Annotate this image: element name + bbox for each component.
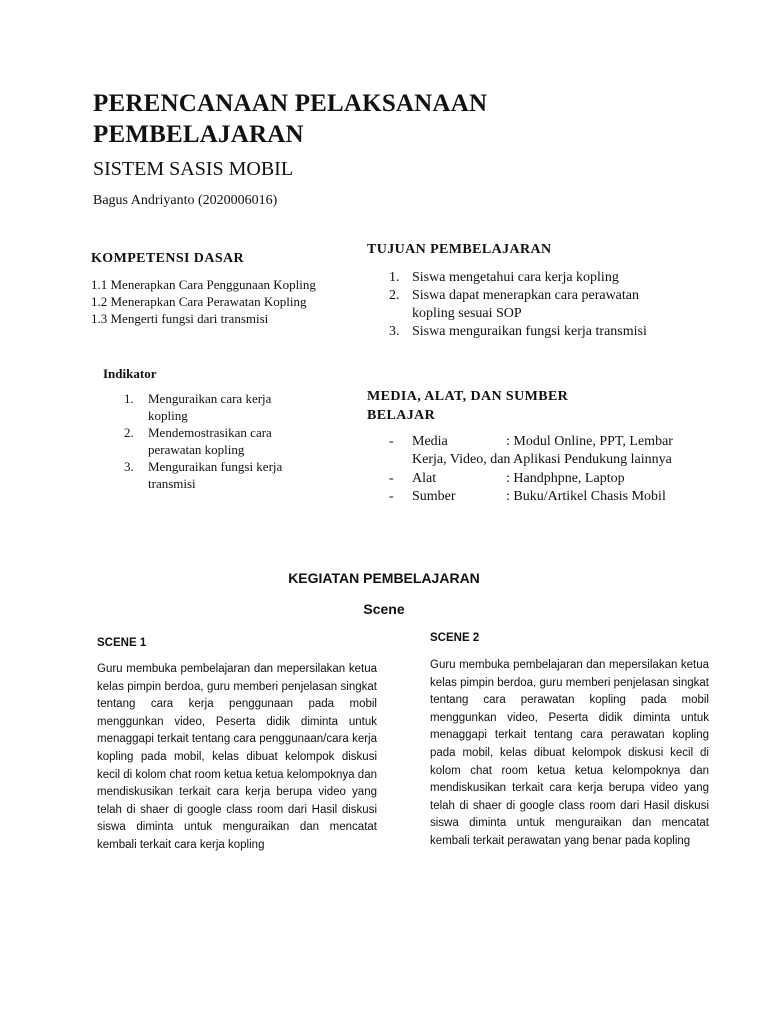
media-list [389, 433, 679, 506]
kompetensi-item: 1.1 Menerapkan Cara Penggunaan Kopling [91, 277, 316, 292]
kompetensi-dasar-list [91, 276, 316, 327]
tujuan-text: Siswa dapat menerapkan cara perawatan kopling sesuai SOP [412, 288, 639, 321]
tujuan-text: Siswa menguraikan fungsi kerja transmisi [412, 324, 647, 339]
scene-1-title: SCENE 1 [97, 637, 147, 649]
media-heading: MEDIA, ALAT, DAN SUMBER BELAJAR [367, 389, 569, 423]
media-value: : Modul Online, PPT, Lembar Kerja, Video, dan Aplikasi Pendukung lainnya [412, 434, 673, 468]
author-line: Bagus Andriyanto (2020006016) [93, 193, 278, 208]
media-item [389, 488, 679, 506]
indikator-item [124, 458, 314, 492]
media-item [389, 470, 679, 488]
tujuan-text: Siswa mengetahui cara kerja kopling [412, 270, 619, 285]
scene-1-text: Guru membuka pembelajaran dan mepersilakan ketua kelas pimpin berdoa, guru memberi penjelasan singkat tentang cara kerja penggunaan pada mobil menggunkan video, Peserta didik diminta untuk menaggapi terkait tentang cara penggunaan/cara kerja kopling pada mobil, kelas dibuat kelompok diskusi kecil di kolom chat room ketua ketua kelompoknya dan mendiskusikan terkait cara kerja berupa video yang telah di shaer di google class room dari Hasil diskusi siswa diminta untuk menguraikan dan mencatat kembali terkait cara kerja kopling [97, 663, 377, 851]
dash-bullet: - [389, 488, 394, 504]
list-number: 3. [389, 324, 400, 339]
tujuan-item [389, 287, 669, 323]
indikator-list [124, 390, 314, 492]
tujuan-heading: TUJUAN PEMBELAJARAN [367, 242, 552, 257]
indikator-item [124, 424, 314, 458]
list-number: 1. [124, 391, 134, 406]
dash-bullet: - [389, 470, 394, 486]
tujuan-item [389, 269, 669, 287]
indikator-item [124, 390, 314, 424]
dash-bullet: - [389, 434, 394, 449]
list-number: 3. [124, 459, 134, 474]
media-label: Alat [412, 470, 437, 486]
kegiatan-heading: KEGIATAN PEMBELAJARAN [288, 570, 480, 586]
media-label: Sumber [412, 488, 456, 504]
document-title: PERENCANAAN PELAKSANAAN PEMBELAJARAN [93, 90, 488, 148]
scene-2-title: SCENE 2 [430, 632, 480, 644]
tujuan-item [389, 323, 669, 341]
document-subtitle: SISTEM SASIS MOBIL [93, 158, 294, 180]
list-number: 2. [389, 288, 400, 303]
media-value: : Buku/Artikel Chasis Mobil [506, 488, 666, 504]
media-label: Media [412, 434, 448, 449]
kompetensi-dasar-heading: KOMPETENSI DASAR [91, 251, 245, 266]
list-number: 2. [124, 425, 134, 440]
indikator-text: Menguraikan fungsi kerja transmisi [148, 459, 283, 491]
media-value: : Handphpne, Laptop [506, 470, 625, 486]
tujuan-list [389, 269, 669, 341]
indikator-text: Mendemostrasikan cara perawatan kopling [148, 425, 272, 457]
list-number: 1. [389, 270, 400, 285]
scene-heading: Scene [363, 601, 405, 617]
indikator-heading: Indikator [103, 366, 157, 381]
indikator-text: Menguraikan cara kerja kopling [148, 391, 272, 423]
media-item [389, 433, 679, 470]
kompetensi-item: 1.2 Menerapkan Cara Perawatan Kopling [91, 294, 307, 309]
kompetensi-item: 1.3 Mengerti fungsi dari transmisi [91, 311, 269, 326]
scene-2-text: Guru membuka pembelajaran dan mepersilakan ketua kelas pimpin berdoa, guru memberi penjelasan singkat tentang cara perawatan kopling pada mobil menggunkan video, Peserta didik diminta untuk menaggapi terkait tentang cara perawatan kopling pada mobil, kelas dibuat kelompok diskusi kecil di kolom chat room ketua ketua kelompoknya dan mendiskusikan terkait cara kerja berupa video yang telah di shaer di google class room dari Hasil diskusi siswa diminta untuk menguraikan dan mencatat kembali terkait perawatan yang benar pada kopling [430, 659, 709, 847]
